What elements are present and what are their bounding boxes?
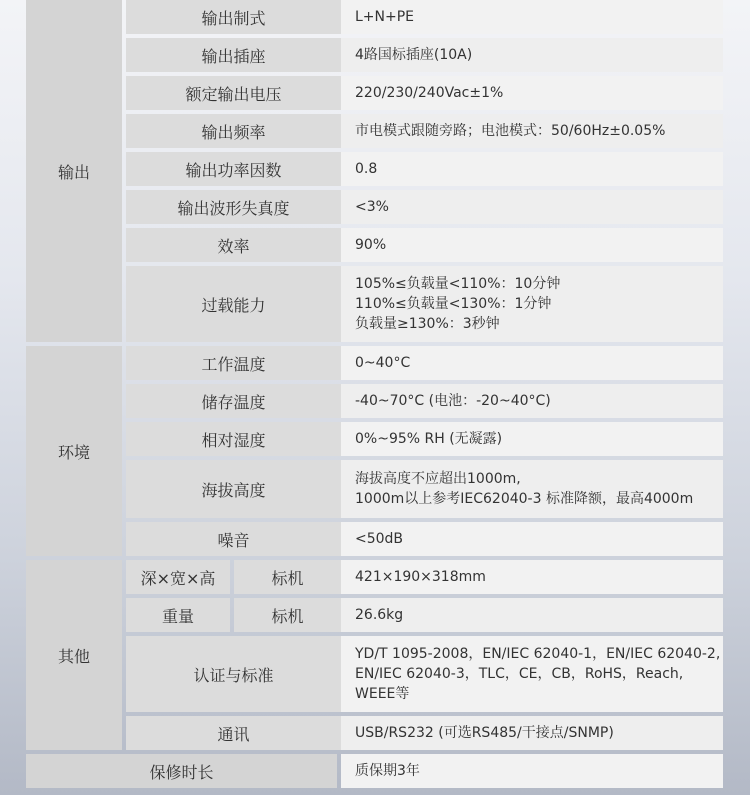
value-certification (341, 636, 723, 712)
value-altitude (341, 460, 723, 518)
label-waveform-distortion: 输出波形失真度 (126, 190, 341, 224)
value-working-temp: 0~40°C (341, 346, 723, 380)
label-power-factor: 输出功率因数 (126, 152, 341, 186)
value-power-factor: 0.8 (341, 152, 723, 186)
value-efficiency: 90% (341, 228, 723, 262)
sublabel-weight: 标机 (234, 598, 341, 632)
section-output: 输出 (26, 0, 122, 342)
value-overload (341, 266, 723, 342)
label-noise: 噪音 (126, 522, 341, 556)
value-warranty: 质保期3年 (341, 754, 723, 788)
value-weight: 26.6kg (341, 598, 723, 632)
altitude-line: 海拔高度不应超出1000m, (355, 471, 521, 487)
label-weight: 重量 (126, 598, 230, 632)
label-altitude: 海拔高度 (126, 460, 341, 518)
section-environment: 环境 (26, 346, 122, 556)
value-output-frequency: 市电模式跟随旁路；电池模式：50/60Hz±0.05% (341, 114, 723, 148)
overload-line: 负载量≥130%：3秒钟 (355, 316, 500, 332)
label-working-temp: 工作温度 (126, 346, 341, 380)
certification-line: WEEE等 (355, 686, 410, 702)
value-dimensions: 421×190×318mm (341, 560, 723, 594)
label-output-frequency: 输出频率 (126, 114, 341, 148)
label-dimensions: 深×宽×高 (126, 560, 230, 594)
value-waveform-distortion: <3% (341, 190, 723, 224)
value-humidity: 0%~95% RH (无凝露) (341, 422, 723, 456)
value-noise: <50dB (341, 522, 723, 556)
value-rated-voltage: 220/230/240Vac±1% (341, 76, 723, 110)
value-communication: USB/RS232 (可选RS485/干接点/SNMP) (341, 716, 723, 750)
label-efficiency: 效率 (126, 228, 341, 262)
label-output-socket: 输出插座 (126, 38, 341, 72)
overload-line: 105%≤负载量<110%：10分钟 (355, 276, 561, 292)
label-storage-temp: 储存温度 (126, 384, 341, 418)
altitude-line: 1000m以上参考IEC62040-3 标准降额，最高4000m (355, 491, 694, 507)
value-output-socket: 4路国标插座(10A) (341, 38, 723, 72)
section-warranty: 保修时长 (26, 754, 337, 788)
value-storage-temp: -40~70°C (电池：-20~40°C) (341, 384, 723, 418)
label-communication: 通讯 (126, 716, 341, 750)
label-output-system: 输出制式 (126, 0, 341, 34)
section-other: 其他 (26, 560, 122, 750)
label-overload: 过载能力 (126, 266, 341, 342)
label-certification: 认证与标准 (126, 636, 341, 712)
label-humidity: 相对湿度 (126, 422, 341, 456)
certification-line: EN/IEC 62040-3，TLC，CE，CB，RoHS，Reach, (355, 666, 684, 682)
overload-line: 110%≤负载量<130%：1分钟 (355, 296, 552, 312)
value-output-system: L+N+PE (341, 0, 723, 34)
certification-line: YD/T 1095-2008，EN/IEC 62040-1，EN/IEC 62040-2, (355, 646, 721, 662)
sublabel-dimensions: 标机 (234, 560, 341, 594)
label-rated-voltage: 额定输出电压 (126, 76, 341, 110)
